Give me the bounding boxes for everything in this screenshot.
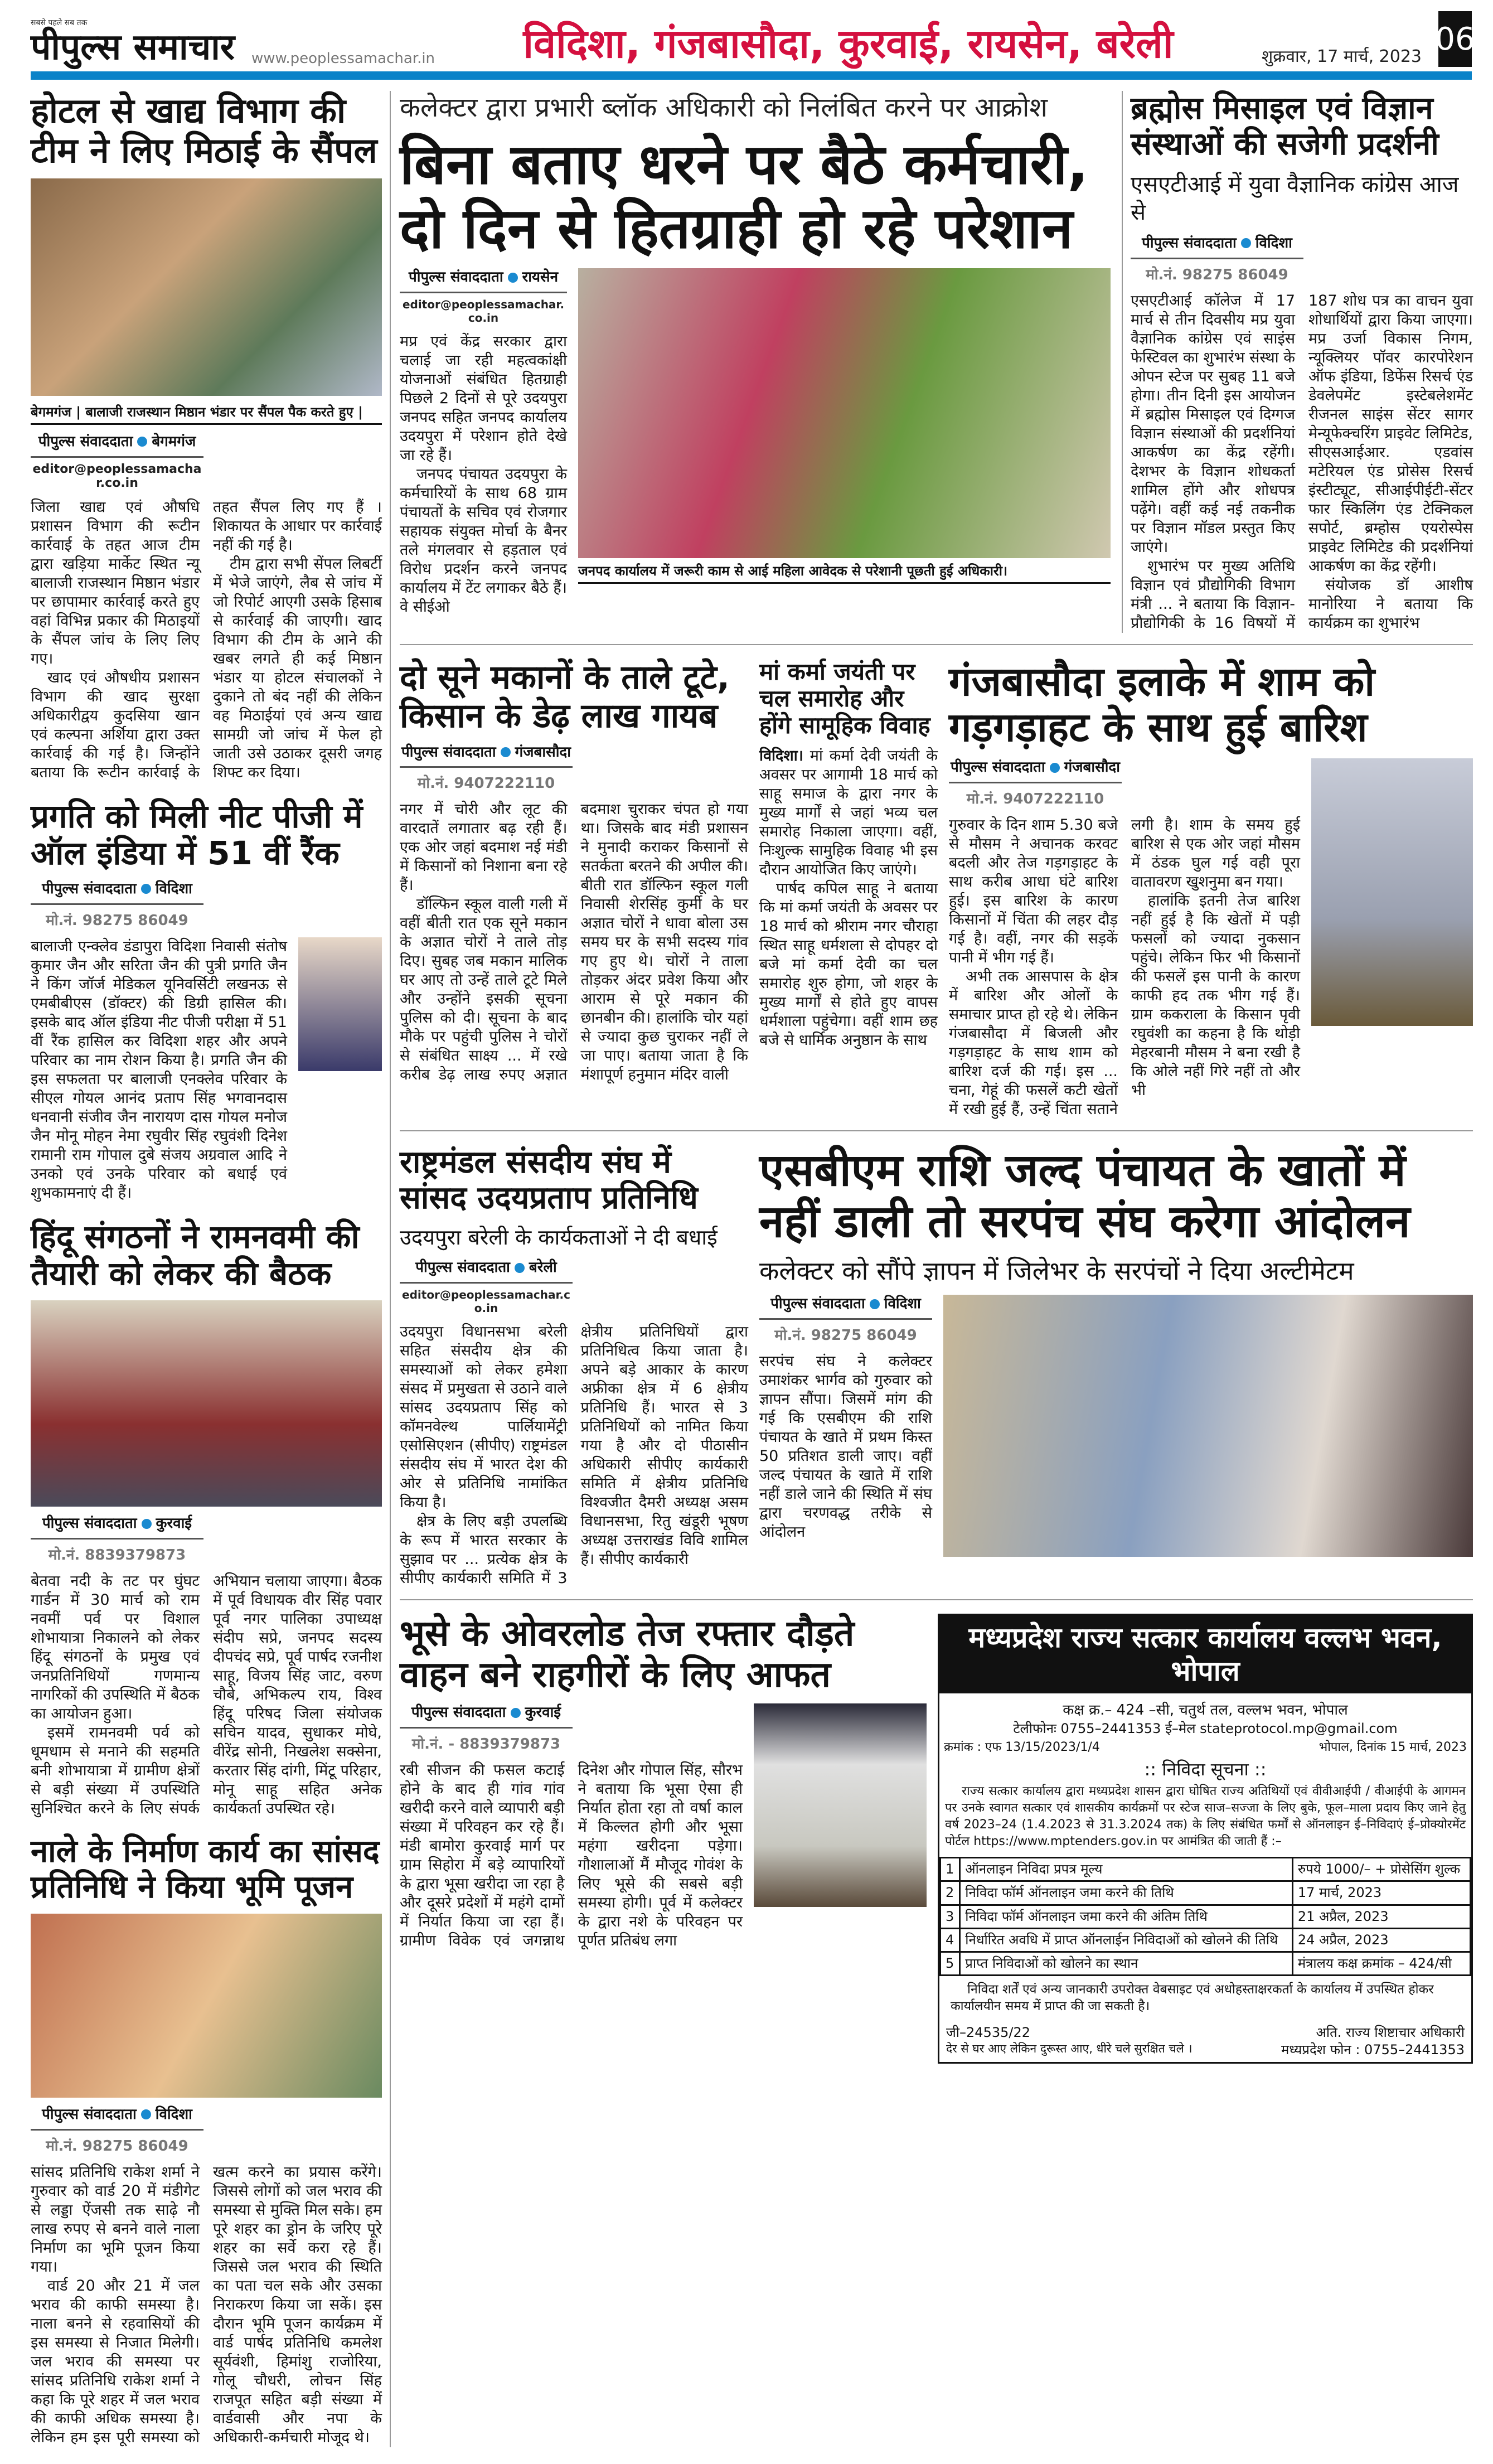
sbm-photo xyxy=(943,1295,1473,1557)
bhusa-body: रबी सीजन की फसल कटाई होने के बाद ही गांव गांव खरीदी करने वाले व्यापारी बड़ी संख्या में परिवहन कर रहे हैं। मंडी बामोरा कुरवाई मार्ग पर ग्राम सिहोरा में बड़े व्यापारियों के द्वारा भूसा खरीदा जा रहा है और दूसरे प्रदेशों में महंगे दामों में निर्यात किया जा रहा हैं। ग्रामीण विवेक एवं जगन्नाथ दिनेश और गोपाल सिंह, सौरभ ने बताया कि भूसा ऐसा ही निर्यात होता रहा तो वर्षा काल में किल्लत होगी और भूसा महंगा खरीदना पड़ेगा। गौशालाओं मैं मौजूद गोवंश के लिए भूसे की सबसे बड़ी समस्या होगी। पूर्व में कलेक्टर के द्वारा नशे के परिवहन पर पूर्णत प्रतिबंध लगा xyxy=(400,1761,743,1950)
byline: पीपुल्स संवाददाता विदिशा xyxy=(31,880,203,905)
nala-body: सांसद प्रतिनिधि राकेश शर्मा ने गुरुवार को वार्ड 20 में मंडीगेट से लड्डा ऐंजसी तक साढ़े नौ लाख रुपए से बनने वाले नाला निर्माण का भूमि पूजन किया गया। वार्ड 20 और 21 में जल भराव की काफी समस्या है। नाला बनने से रहवासियों की इस समस्या से निजात मिलेगी। जल भराव की समस्या पर सांसद प्रतिनिधि राकेश शर्मा ने कहा कि पूरे शहर में जल भराव की काफी अधिक समस्या है। लेकिन हम इस पूरी समस्या को खत्म करने का प्रयास करेंगे। जिससे लोगों को जल भराव की समस्या से मुक्ति मिल सके। हम पूरे शहर का ड्रोन के जरिए पूरे शहर का सर्वे करा रहे हैं। जिससे जल भराव की स्थिति का पता चल सके और उसका निराकरण किया जा सकें। इस दौरान भूमि पूजन कार्यक्रम में वार्ड पार्षद प्रतिनिधि कमलेश सूर्यवंशी, हिमांशु राजोरिया, गोलू चौधरी, लोचन सिंह राजपूत सहित बड़ी संख्या में वार्डवासी और नपा के अधिकारी-कर्मचारी मोजूद थे। xyxy=(31,2163,382,2446)
website-link[interactable]: www.peoplessamachar.in xyxy=(251,50,435,67)
brahmos-subheadline: एसएटीआई में युवा वैज्ञानिक कांग्रेस आज से xyxy=(1131,171,1459,225)
ad-date: भोपाल, दिनांक 15 मार्च, 2023 xyxy=(1319,1740,1467,1755)
cpa-headline: राष्ट्रमंडल संसदीय संघ में सांसद उदयप्रताप प्रतिनिधि xyxy=(400,1144,698,1217)
byline: पीपुल्स संवाददाता बरेली xyxy=(400,1258,573,1284)
ad-address: कक्ष क्र.– 424 –सी, चतुर्थ तल, वल्लभ भवन, भोपाल xyxy=(1063,1702,1348,1719)
byline: पीपुल्स संवाददाता गंजबासौदा xyxy=(949,758,1122,783)
tender-cell-no: 2 xyxy=(941,1881,960,1905)
contact: editor@peoplessamachar.co.in xyxy=(402,297,565,325)
tender-cell-no: 1 xyxy=(941,1858,960,1881)
bullet-icon xyxy=(508,273,518,283)
byline: पीपुल्स संवाददाता विदिशा xyxy=(31,2105,203,2131)
edition-title: विदिशा, गंजबासौदा, कुरवाई, रायसेन, बरेली xyxy=(523,20,1174,67)
contact: मो.नं. 98275 86049 xyxy=(46,2137,188,2155)
hotel-headline: होटल से खाद्य विभाग की टीम ने लिए मिठाई के सैंपल xyxy=(31,90,377,171)
brahmos-body: एसएटीआई कॉलेज में 17 मार्च से तीन दिवसीय मप्र युवा वैज्ञानिक कांग्रेस एवं साइंस फेस्टिवल का शुभारंभ संस्था के ओपन स्टेज पर सुबह 11 बजे होगा। तीन दिनी इस आयोजन में ब्रह्मोस मिसाइल एवं दिग्गज विज्ञान संस्थाओं की प्रदर्शनियां आकर्षण का केंद्र रहेंगी। देशभर के विज्ञान शोधकर्ता शामिल होंगे और शोधपत्र पढ़ेंगे। वहीं कई नई तकनीक पर विज्ञान मॉडल प्रस्तुत किए जाएंगे। शुभारंभ पर मुख्य अतिथि विज्ञान एवं प्रौद्योगिकी विभाग मंत्री ... ने बताया कि विज्ञान-प्रौद्योगिकी के 16 विषयों में 187 शोध पत्र का वाचन युवा शोधार्थियों द्वारा किया जाएगा। मप्र उर्जा विकास निगम, न्यूक्लियर पॉवर कारपोरेशन ऑफ इंडिया, डिफेंस रिसर्च एंड डेवलेपमेंट इस्टेबलेशमेंट रीजनल साइंस सेंटर सागर मेन्यूफेक्चरिंग प्राइवेट लिमिटेड, सीएसआईआर. एडवांस मटेरियल एंड प्रोसेस रिसर्च इंस्टीट्यूट, सीआईपीईटी-सेंटर फार स्किलिंग एंड टेक्निकल सपोर्ट, ब्रम्होस एयरोस्पेस प्राइवेट लिमिटेड की प्रदर्शनियां आकर्षण का केंद्र रहेंगी। संयोजक डॉ आशीष मानोरिया ने बताया कि कार्यक्रम का शुभारंभ xyxy=(1131,292,1473,632)
karma-headline: मां कर्मा जयंती पर चल समारोह और होंगे सामूहिक विवाह xyxy=(759,657,930,739)
byline: पीपुल्स संवाददाता विदिशा xyxy=(759,1295,932,1320)
reporter: पीपुल्स संवाददाता xyxy=(38,433,133,450)
tender-row xyxy=(941,1928,1471,1952)
hotel-story xyxy=(31,91,382,782)
tender-cell-value: मंत्रालय कक्ष क्रमांक – 424/सी xyxy=(1292,1952,1470,1975)
tender-cell-no: 3 xyxy=(941,1905,960,1928)
ad-code: जी–24535/22 xyxy=(946,2024,1030,2040)
tender-cell-value: 24 अप्रैल, 2023 xyxy=(1292,1928,1470,1952)
hotel-caption: बेगमगंज | बालाजी राजस्थान मिष्ठान भंडार पर सैंपल पैक करते हुए | xyxy=(31,404,382,425)
bullet-icon xyxy=(1241,238,1251,248)
lead-kicker: कलेक्टर द्वारा प्रभारी ब्लॉक अधिकारी को निलंबित करने पर आक्रोश xyxy=(400,92,1048,123)
truck-photo xyxy=(754,1703,927,1907)
tender-row xyxy=(941,1952,1471,1975)
ad-notice-title: :: निविदा सूचना :: xyxy=(1144,1758,1267,1780)
contact: मो.नं. 9407222110 xyxy=(966,790,1104,807)
bullet-icon xyxy=(137,437,147,447)
tender-cell-no: 4 xyxy=(941,1928,960,1952)
page-number: 06 xyxy=(1438,11,1472,67)
contact: मो.नं. 98275 86049 xyxy=(1146,266,1288,283)
bhoomi-pujan-photo xyxy=(31,1914,382,2098)
contact: मो.नं. - 8839379873 xyxy=(411,1736,561,1753)
tender-cell-value: 21 अप्रैल, 2023 xyxy=(1292,1905,1470,1928)
contact: editor@peoplessamachar.co.in xyxy=(32,462,202,490)
ad-title: मध्यप्रदेश राज्य सत्कार कार्यालय वल्लभ भवन, भोपाल xyxy=(939,1615,1471,1693)
tender-cell-value: 17 मार्च, 2023 xyxy=(1292,1881,1470,1905)
byline: पीपुल्स संवाददाता कुरवाई xyxy=(400,1703,573,1729)
contact: मो.नं. 8839379873 xyxy=(48,1546,186,1563)
rain-body: गुरुवार के दिन शाम 5.30 बजे से मौसम ने अचानक करवट बदली और तेज गड़गड़ाहट के साथ करीब आधा घंटे बारिश हुई। इस बारिश के कारण किसानों में चिंता की लहर दौड़ गई है। वहीं, नगर की सड़कें पानी में भीग गई हैं। अभी तक आसपास के क्षेत्र में बारिश और ओलों के समाचार प्राप्त हो रहे थे। लेकिन गंजबासौदा में बिजली और गड़गड़ाहट के साथ शाम को बारिश दर्ज की गई। इस ... चना, गेहूं की फसलें कटी खेतों में रखी हुई हैं, उन्हें चिंता सताने लगी है। शाम के समय हुई बारिश से एक ओर जहां मौसम में ठंडक घुल गई वही पूरा वातावरण खुशनुमा बन गया। हालांकि इतनी तेज बारिश नहीं हुई है कि खेतों में पड़ी फसलों को ज्यादा नुकसान पहुंचे। लेकिन फिर भी किसानों की फसलें इस पानी के कारण काफी हद तक भीग गई हैं। ग्राम ककराला के किसान पृवी रघुवंशी का कहना है कि थोड़ी मेहरबानी मौसम ने बना रखी है कि ओले नहीं गिरे नहीं तो और भी xyxy=(949,816,1300,1118)
ramnavami-body: बेतवा नदी के तट पर घुंघट गार्डन में 30 मार्च को राम नवमीं पर्व पर विशाल शोभायात्रा निकालने को लेकर हिंदू संगठनों के प्रमुख एवं जनप्रतिनिधियों गणमान्य नागरिकों की उपस्थिति में बैठक का आयोजन हुआ। इसमें रामनवमी पर्व को धूमधाम से मनाने की सहमति बनी शोभायात्रा में ग्रामीण क्षेत्रों से बड़ी संख्या में उपस्थिति सुनिश्चित करने के लिए संपर्क अभियान चलाया जाएगा। बैठक में पूर्व विधायक वीर सिंह पवार पूर्व नगर पालिका उपाध्यक्ष संदीप सप्रे, जनपद सदस्य दीपचंद सप्रे, पूर्व पार्षद रजनीश साहू, विजय सिंह जाट, वरुण चौबे, अभिकल्प राय, विश्व हिंदू परिषद जिला संयोजक सचिन यादव, सुधाकर मोघे, वीरेंद्र सोनी, निखलेश सक्सेना, करतार सिंह दांगी, मिंटू परिहार, मोनू साहू सहित अनेक कार्यकर्ता उपस्थित रहे। xyxy=(31,1572,382,1817)
tender-row xyxy=(941,1905,1471,1928)
ad-signatory-phone: मध्यप्रदेश फोन : 0755–2441353 xyxy=(1281,2042,1465,2058)
contact: मो.नं. 98275 86049 xyxy=(774,1327,917,1344)
sbm-body: सरपंच संघ ने कलेक्टर उमाशंकर भार्गव को गुरुवार को ज्ञापन सौंपा। जिसमें मांग की गई कि एसबीएम की राशि पंचायत के खाते में प्रथम किस्त 50 प्रतिशत डाली जाए। वहीं जल्द पंचायत के खाते में राशि नहीं डाले जाने की स्थिति में संघ द्वारा चरणवद्ध तरीके से आंदोलन xyxy=(759,1353,932,1541)
byline: पीपुल्स संवाददाता रायसेन xyxy=(400,268,567,293)
tender-cell-no: 5 xyxy=(941,1952,960,1975)
bullet-icon xyxy=(511,1708,521,1718)
tender-cell-item: निविदा फॉर्म ऑनलाइन जमा करने की तिथि xyxy=(960,1881,1293,1905)
sbm-subheadline: कलेक्टर को सौंपे ज्ञापन में जिलेभर के सरपंचों ने दिया अल्टीमेटम xyxy=(759,1255,1354,1286)
bhusa-story xyxy=(400,1614,927,1950)
tender-notice-ad xyxy=(938,1614,1473,2064)
masthead xyxy=(31,11,1475,80)
hotel-photo xyxy=(31,178,382,396)
brahmos-headline: ब्रह्मोस मिसाइल एवं विज्ञान संस्थाओं की सजेगी प्रदर्शनी xyxy=(1131,90,1439,163)
meeting-photo xyxy=(31,1300,382,1507)
tender-cell-item: प्राप्त निविदाओं को खोलने का स्थान xyxy=(960,1952,1293,1975)
byline xyxy=(31,433,203,458)
tender-row xyxy=(941,1881,1471,1905)
tender-cell-item: ऑनलाइन निविदा प्रपत्र मूल्य xyxy=(960,1858,1293,1881)
lead-headline: बिना बताए धरने पर बैठे कर्मचारी, दो दिन से हितग्राही हो रहे परेशान xyxy=(400,132,1089,261)
houses-headline: दो सूने मकानों के ताले टूटे, किसान के डेढ़ लाख गायब xyxy=(400,657,730,735)
lead-photo xyxy=(578,268,1111,558)
rain-photo xyxy=(1311,758,1473,1026)
contact: मो.नं. 9407222110 xyxy=(417,775,555,792)
lead-body: मप्र एवं केंद्र सरकार द्वारा चलाई जा रही महत्वकांक्षी योजनाओं संबंधित हितग्राही पिछले 2 दिनों से पूरे उदयपुरा जनपद सहित जनपद कार्यालय उदयपुरा में परेशान होते देखे जा रहे हैं। जनपद पंचायत उदयपुरा के कर्मचारियों के साथ 68 ग्राम पंचायतों के सचिव एवं रोजगार सहायक संयुक्त मोर्चा के बैनर तले मंगलवार से हड़ताल एवं विरोध प्रदर्शन करने जनपद कार्यालय में टेंट लगाकर बैठे हैं। वे सीईओ xyxy=(400,332,567,616)
dateline: विदिशा। xyxy=(759,747,803,765)
tender-row xyxy=(941,1858,1471,1881)
byline: पीपुल्स संवाददाता विदिशा xyxy=(1131,234,1303,259)
ad-footer: निविदा शर्तें एवं अन्य जानकारी उपरोक्त वेबसाइट एवं अधोहस्ताक्षरकर्ता के कार्यालय में उपस्थित होकर कार्यालयीन समय में प्राप्त की जा सकती है। xyxy=(951,1982,1434,2014)
brahmos-story xyxy=(1122,91,1473,633)
lead-caption: जनपद कार्यालय में जरूरी काम से आई महिला आवेदक से परेशानी पूछती हुई अधिकारी। xyxy=(578,563,1111,584)
neet-headline: प्रगति को मिली नीट पीजी में ऑल इंडिया में 51 वीं रैंक xyxy=(31,797,363,873)
byline: पीपुल्स संवाददाता कुरवाई xyxy=(31,1514,203,1540)
left-column xyxy=(31,91,391,2447)
cpa-subheadline: उदयपुरा बरेली के कार्यकताओं ने दी बधाई xyxy=(400,1224,718,1250)
ad-slogan: देर से घर आए लेकिन दुरूस्त आए, धीरे चले सुरक्षित चले । xyxy=(946,2042,1193,2056)
pragati-jain-photo xyxy=(298,937,382,1071)
rain-story xyxy=(949,659,1473,1119)
issue-date: शुक्रवार, 17 मार्च, 2023 xyxy=(1261,47,1422,66)
cpa-story xyxy=(400,1145,748,1588)
logo: पीपुल्स समाचार xyxy=(31,26,235,68)
neet-body: बालाजी एन्क्लेव डंडापुरा विदिशा निवासी संतोष कुमार जैन और सरिता जैन की पुत्री प्रगति जैन ने किंग जॉर्ज मेडिकल यूनिवर्सिटी लखनऊ से एमबीबीएस (डॉक्टर) की डिग्री हासिल की। इसके बाद ऑल इंडिया नीट पीजी परीक्षा में 51 वीं रैंक हासिल कर विदिशा शहर और अपने परिवार का नाम रोशन किया है। प्रगति जैन की इस सफलता पर बालाजी एनक्लेव परिवार के सीएल गोयल आनंद प्रताप सिंह भगवानदास धनवानी संजीव जैन नारायण दास गोयल मनोज जैन मोनू मोहन नेमा रघुवीर सिंह रघुवंशी दिनेश रामानी राम गोपाल दुबे संजय अग्रवाल आदि ने उनको एवं उनके परिवार को बधाई एवं शुभकामनाएं दी हैं। xyxy=(31,937,287,1202)
houses-story xyxy=(400,659,748,1085)
ad-ref: क्रमांक : एफ 13/15/2023/1/4 xyxy=(944,1740,1100,1755)
cpa-body: उदयपुरा विधानसभा बरेली सहित संसदीय क्षेत्र की समस्याओं को लेकर हमेशा संसद में प्रमुखता से उठाने वाले सांसद उदयप्रताप सिंह को कॉमनवेल्थ पार्लियामेंट्री एसोसिएशन (सीपीए) राष्ट्रमंडल संसदीय संघ में भारत देश की ओर से प्रतिनिधि नामांकित किया है। क्षेत्र के लिए बड़ी उपलब्धि के रूप में भारत सरकार के सुझाव पर ... प्रत्येक क्षेत्र के सीपीए कार्यकारी समिति में 3 क्षेत्रीय प्रतिनिधियों द्वारा प्रतिनिधित्व किया जाता है। अपने बड़े आकार के कारण अफ्रीका क्षेत्र में 6 क्षेत्रीय प्रतिनिधि हैं। भारत से 3 प्रतिनिधियों को नामित किया गया है और दो पीठासीन अधिकारी सीपीए कार्यकारी समिति में क्षेत्रीय प्रतिनिधि विश्वजीत दैमरी अध्यक्ष असम विधानसभा, रितु खंडूरी भूषण अध्यक्ष उत्तराखंड विवि शामिल हैं। सीपीए कार्यकारी xyxy=(400,1323,748,1587)
nala-headline: नाले के निर्माण कार्य का सांसद प्रतिनिधि ने किया भूमि पूजन xyxy=(31,1833,380,1906)
ramnavami-story xyxy=(31,1218,382,1818)
hotel-body: जिला खाद्य एवं औषधि प्रशासन विभाग की रूटीन कार्रवाई के तहत आज टीम द्वारा खड़िया मार्केट स्थित न्यू बालाजी राजस्थान मिष्ठान भंडार पर छापामार कार्रवाई करते हुए वहां विभिन्न प्रकार की मिठाइयों के सैंपल जांच के लिए लिए गए। खाद एवं औषधीय प्रशासन विभाग की खाद सुरक्षा अधिकारीद्वय कुदसिया खान एवं कल्पना अर्शिया द्वारा उक्त कार्रवाई की गई है। जिन्होंने बताया कि रूटीन कार्रवाई के तहत सैंपल लिए गए हैं । शिकायत के आधार पर कार्रवाई नहीं की गई है। टीम द्वारा सभी सेंपल लिबर्टी में भेजे जाएंगे, लैब से जांच में जो रिपोर्ट आएगी उसके हिसाब से कार्रवाई की जाएगी। खाद विभाग की टीम के आने की खबर लगते ही कई मिष्ठान भंडार या होटल संचालकों ने दुकाने तो बंद नहीं की लेकिन वह मिठाईयां एवं अन्य खाद्य सामग्री जो जांच में फेल हो जाती उसे उठाकर दूसरी जगह शिफ्ट कर दिया। xyxy=(31,498,382,781)
bullet-icon xyxy=(141,2109,151,2119)
place: बेगमगंज xyxy=(152,433,196,450)
tagline: सबसे पहले सब तक xyxy=(31,18,88,27)
sbm-story xyxy=(759,1145,1473,1557)
karma-body: विदिशा। मां कर्मा देवी जयंती के अवसर पर आगामी 18 मार्च को साहू समाज के द्वारा नगर के मुख्य मार्गों से जहां भव्य चल समारोह निकाला जाएगा। वहीं, निःशुल्क सामुहिक विवाह भी इस दौरान आयोजित किए जाएंगे। पार्षद कपिल साहू ने बताया कि मां कर्मा जयंती के अवसर पर 18 मार्च को श्रीराम नगर चौराहा स्थित साहू धर्मशला से दोपहर दो बजे मां कर्मा देवी का चल समारोह शुरु होगा, जो शहर के मुख्य मार्गों से होते हुए वापस धर्मशाला पहुंचेगा। वहीं शाम छह बजे से धार्मिक अनुष्ठान के साथ xyxy=(759,747,938,1049)
tender-cell-item: निविदा फॉर्म ऑनलाइन जमा करने की अंतिम तिथि xyxy=(960,1905,1293,1928)
contact: मो.नं. 98275 86049 xyxy=(46,912,188,929)
tender-cell-item: निर्धारित अवधि में प्राप्त ऑनलाईन निविदाओं को खोलने की तिथि xyxy=(960,1928,1293,1952)
lead-story xyxy=(400,91,1111,617)
rain-headline: गंजबासौदा इलाके में शाम को गड़गड़ाहट के साथ हुई बारिश xyxy=(949,657,1375,751)
sbm-headline: एसबीएम राशि जल्द पंचायत के खातों में नहीं डाली तो सरपंच संघ करेगा आंदोलन xyxy=(759,1144,1410,1247)
houses-body: नगर में चोरी और लूट की वारदातें लगातार बढ़ रही हैं। एक ओर जहां बदमाश नई मंडी में किसानों को निशाना बना रहे हैं। डॉल्फिन स्कूल वाली गली में वहीं बीती रात एक सूने मकान के अज्ञात चोरों ने ताले तोड़ दिए। सुबह जब मकान मालिक घर आए तो उन्हें ताले टूटे मिले और उन्होंने इसकी सूचना पुलिस को दी। सूचना के बाद मौके पर पहुंची पुलिस ने चोरों से संबंधित साक्ष्य ... में रखे करीब डेढ़ लाख रुपए अज्ञात बदमाश चुराकर चंपत हो गया था। जिसके बाद मंडी प्रशासन ने मुनादी कराकर किसानों से सतर्कता बरतने की अपील की। बीती रात डॉल्फिन स्कूल गली निवासी शेरसिंह कुर्मी के घर अज्ञात चोरों ने धावा बोला उस समय घर के सभी सदस्य गांव गए हुए थे। चोरों ने ताला तोड़कर अंदर प्रवेश किया और आराम से पूरे मकान की छानबीन की। हालांकि चोर यहां से ज्यादा कुछ चुराकर नहीं ले जा पाए। बताया जाता है कि मंशापूर्ण हनुमान मंदिर वाली xyxy=(400,801,748,1084)
bullet-icon xyxy=(142,1519,152,1529)
neet-story xyxy=(31,798,382,1203)
contact: editor@peoplessamachar.co.in xyxy=(402,1288,570,1315)
ad-contact: टेलीफोनः 0755–2441353 ई–मेल stateprotocol.mp@gmail.com xyxy=(1013,1720,1398,1736)
bullet-icon xyxy=(501,747,511,757)
bullet-icon xyxy=(870,1299,880,1309)
tender-table xyxy=(939,1857,1471,1976)
byline: पीपुल्स संवाददाता गंजबासौदा xyxy=(400,743,573,768)
nala-story xyxy=(31,1834,382,2447)
bullet-icon xyxy=(515,1263,525,1273)
tender-cell-value: रुपये 1000/– + प्रोसेसिंग शुल्क xyxy=(1292,1858,1470,1881)
bhusa-headline: भूसे के ओवरलोड तेज रफ्तार दौड़ते वाहन बने राहगीरों के लिए आफत xyxy=(400,1613,855,1696)
ad-signatory: अति. राज्य शिष्टाचार अधिकारी xyxy=(1316,2024,1465,2040)
karma-story xyxy=(759,659,938,1051)
right-region xyxy=(400,91,1473,2075)
ad-intro: राज्य सत्कार कार्यालय द्वारा मध्यप्रदेश शासन द्वारा घोषित राज्य अतिथियों एवं वीवीआईपी / वीआईपी के आगमन पर उनके स्वागत सत्कार एवं शासकीय कार्यक्रमों पर स्टेज साज–सज्जा के लिए बुके, फूल–माला प्रदाय किए जाने हेतु वर्ष 2023–24 (1.4.2023 से 31.3.2024 तक) के लिए संबंधित फर्मों से ऑनलाइन ई–निविदाएं ई–प्रोक्योरमेंट पोर्टल https://www.mptenders.gov.in पर आमंत्रित की जाती हैं :– xyxy=(945,1784,1466,1849)
ramnavami-headline: हिंदू संगठनों ने रामनवमी की तैयारी को लेकर की बैठक xyxy=(31,1217,360,1293)
bullet-icon xyxy=(141,884,151,894)
bullet-icon xyxy=(1050,763,1060,773)
